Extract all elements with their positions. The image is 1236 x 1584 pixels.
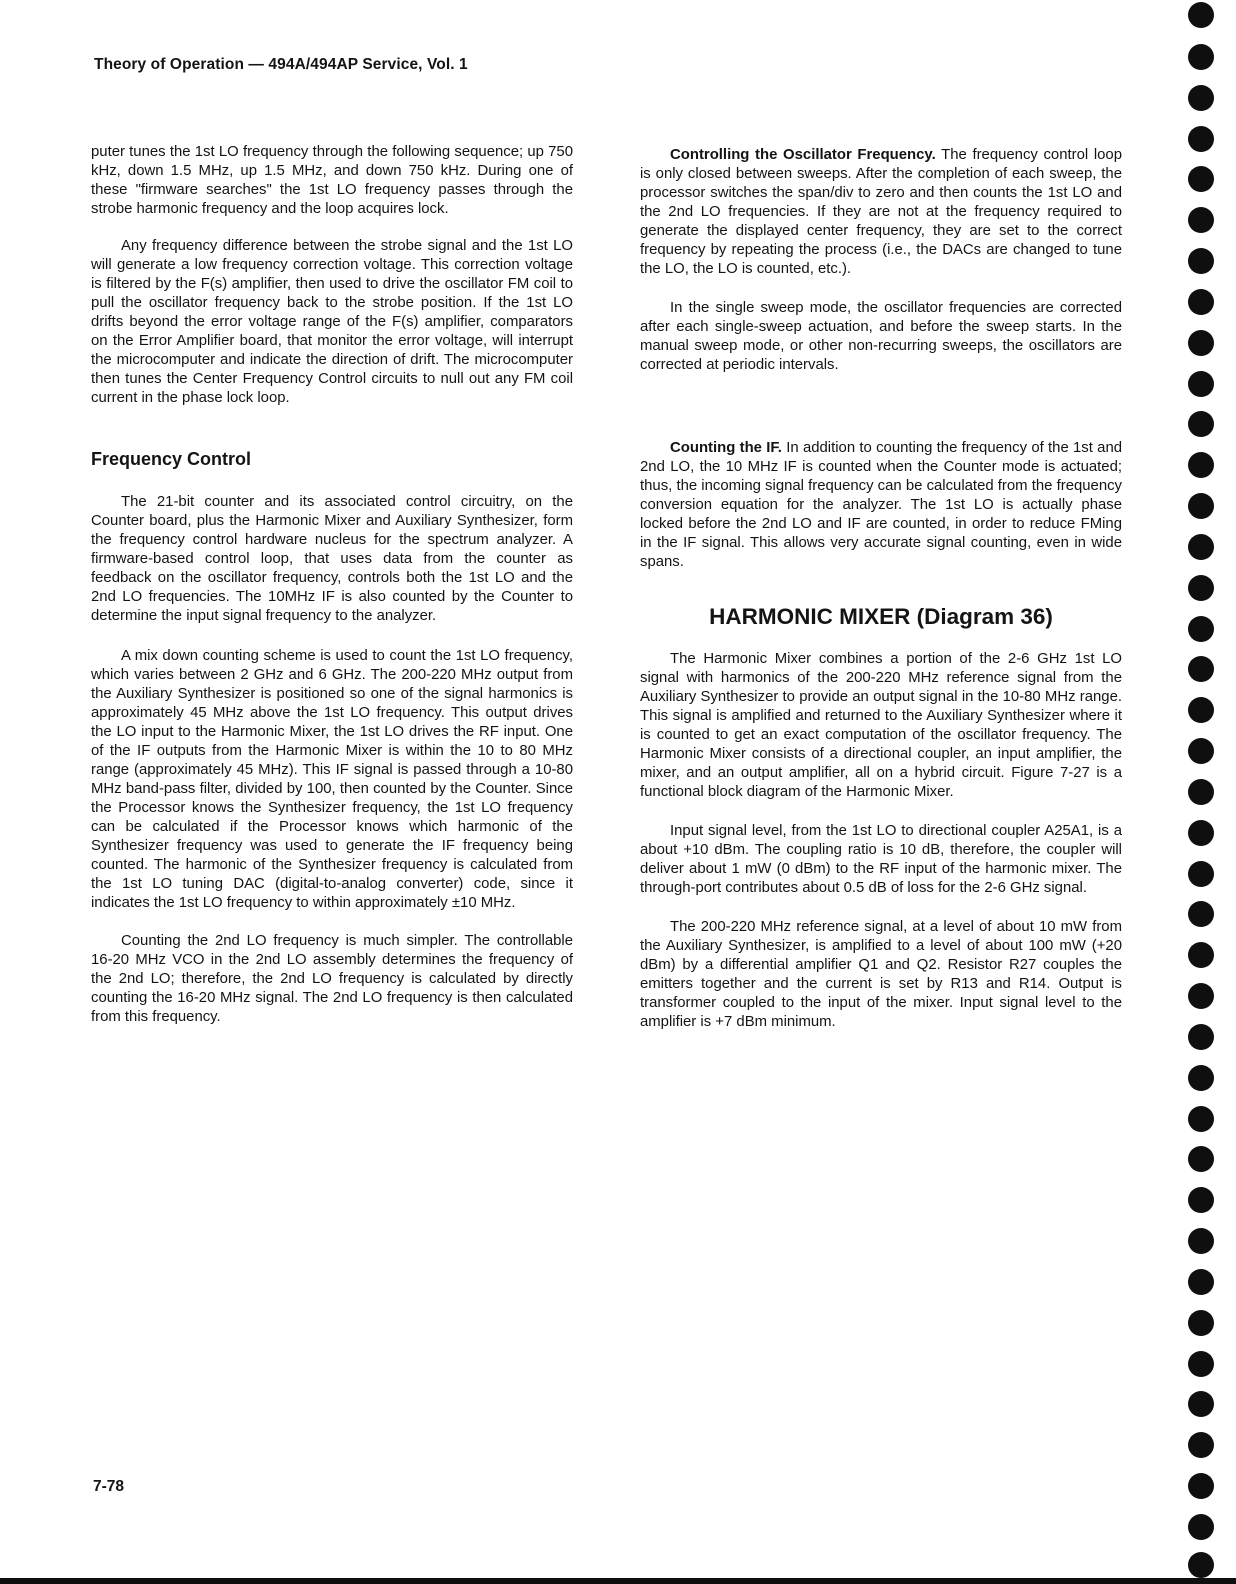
binder-hole: [1188, 1310, 1214, 1336]
scan-bottom-edge: [0, 1578, 1236, 1584]
binder-hole: [1188, 983, 1214, 1009]
binder-hole: [1188, 1473, 1214, 1499]
binder-hole: [1188, 779, 1214, 805]
binder-hole: [1188, 697, 1214, 723]
binder-hole: [1188, 248, 1214, 274]
binder-hole: [1188, 942, 1214, 968]
paragraph-input-signal-level: Input signal level, from the 1st LO to directional coupler A25A1, is a about +10 dBm. The coupling ratio is 10 dB, therefore, the coupler will deliver about 1 mW (0 dBm) to the RF input of the harmonic mixer. The through-port contributes about 0.5 dB of loss for the 2-6 GHz signal.: [640, 823, 1122, 896]
heading-frequency-control: Frequency Control: [91, 449, 252, 469]
paragraph-harmonic-mixer-overview: The Harmonic Mixer combines a portion of the 2-6 GHz 1st LO signal with harmonics of the 200-220 MHz reference signal from the Auxiliary Synthesizer to provide an output signal in the 10-80 MHz range. This signal is amplified and returned to the Auxiliary Synthesizer where it is counted to get an exact computation of the oscillator frequency. The Harmonic Mixer consists of a directional coupler, an input amplifier, the mixer, and an output amplifier, all on a hybrid circuit. Figure 7-27 is a functional block diagram of the Harmonic Mixer.: [640, 651, 1122, 800]
left-column: [91, 143, 573, 1027]
binder-hole: [1188, 2, 1214, 28]
binder-hole: [1188, 1106, 1214, 1132]
binder-hole: [1188, 656, 1214, 682]
binder-hole: [1188, 616, 1214, 642]
paragraph-reference-signal: The 200-220 MHz reference signal, at a level of about 10 mW from the Auxiliary Synthesizer, is amplified to a level of about 100 mW (+20 dBm) by a differential amplifier Q1 and Q2. Resistor R27 couples the emitters together and the current is set by R13 and R14. Output is transformer coupled to the input of the mixer. Input signal level to the amplifier is +7 dBm minimum.: [640, 919, 1122, 1030]
binder-hole: [1188, 1024, 1214, 1050]
binder-hole: [1188, 575, 1214, 601]
binder-holes: [1176, 0, 1236, 1584]
running-head: Theory of Operation — 494A/494AP Service, Vol. 1: [94, 56, 468, 73]
binder-hole: [1188, 1351, 1214, 1377]
binder-hole: [1188, 411, 1214, 437]
run-in-heading-counting-if: Counting the IF.: [670, 440, 782, 456]
run-in-heading-controlling-oscillator: Controlling the Oscillator Frequency.: [670, 147, 936, 163]
binder-hole: [1188, 44, 1214, 70]
binder-hole: [1188, 1432, 1214, 1458]
paragraph-counting-if: [640, 439, 1122, 572]
binder-hole: [1188, 1146, 1214, 1172]
binder-hole: [1188, 85, 1214, 111]
binder-hole: [1188, 126, 1214, 152]
paragraph-controlling-oscillator-body: The frequency control loop is only closed between sweeps. After the completion of each sweep, the processor switches the span/div to zero and then counts the 1st LO and the 2nd LO frequencies. If they are not at the frequency required to generate the displayed center frequency, they are set to the correct frequency by repeating the process (i.e., the DACs are changed to tune the LO, the LO is counted, etc.).: [640, 147, 1122, 277]
paragraph-mix-down-counting: A mix down counting scheme is used to count the 1st LO frequency, which varies between 2 GHz and 6 GHz. The 200-220 MHz output from the Auxiliary Synthesizer is positioned so one of the signal harmonics is approximately 45 MHz above the 1st LO frequency. This output drives the LO input to the Harmonic Mixer, the 1st LO drives the RF input. One of the IF outputs from the Harmonic Mixer is within the 10 to 80 MHz range (approximately 45 MHz). This IF signal is passed through a 10-80 MHz band-pass filter, divided by 100, then counted by the Counter. Since the Processor knows the Synthesizer frequency, the 1st LO frequency can be calculated if the Processor knows which harmonic of the Synthesizer frequency was used to generate the IF frequency being counted. The harmonic of the Synthesizer frequency is calculated from the 1st LO tuning DAC (digital-to-analog converter) code, since it indicates the 1st LO frequency to within approximately ±10 MHz.: [91, 648, 573, 911]
binder-hole: [1188, 1269, 1214, 1295]
binder-hole: [1188, 452, 1214, 478]
binder-hole: [1188, 861, 1214, 887]
binder-hole: [1188, 1514, 1214, 1540]
paragraph-single-sweep: In the single sweep mode, the oscillator frequencies are corrected after each single-sweep actuation, and before the sweep starts. In the manual sweep mode, or other non-recurring sweeps, the oscillators are corrected at periodic intervals.: [640, 300, 1122, 373]
heading-harmonic-mixer: HARMONIC MIXER (Diagram 36): [709, 604, 1053, 629]
binder-hole: [1188, 1187, 1214, 1213]
binder-hole: [1188, 166, 1214, 192]
binder-hole: [1188, 820, 1214, 846]
binder-hole: [1188, 289, 1214, 315]
binder-hole: [1188, 738, 1214, 764]
paragraph-controlling-oscillator: [640, 146, 1122, 279]
binder-hole: [1188, 534, 1214, 560]
binder-hole: [1188, 1228, 1214, 1254]
binder-hole: [1188, 1065, 1214, 1091]
paragraph-counting-if-body: In addition to counting the frequency of the 1st and 2nd LO, the 10 MHz IF is counted when the Counter mode is actuated; thus, the incoming signal frequency can be calculated from the frequency conversion equation for the analyzer. The 1st LO is actually phase locked before the 2nd LO and IF are counted, in order to reduce FMing in the IF signal. This allows very accurate signal counting, even in wide spans.: [640, 440, 1123, 570]
page-number: 7-78: [93, 1478, 125, 1495]
paragraph-strobe-correction: Any frequency difference between the strobe signal and the 1st LO will generate a low frequency correction voltage. This correction voltage is filtered by the F(s) amplifier, then used to drive the oscillator FM coil to pull the oscillator frequency back to the strobe position. If the 1st LO drifts beyond the error voltage range of the F(s) amplifier, comparators on the Error Amplifier board, that monitor the error voltage, will interrupt the microcomputer and indicate the direction of drift. The microcomputer then tunes the Center Frequency Control circuits to null out any FM coil current in the phase lock loop.: [91, 238, 573, 406]
binder-hole: [1188, 330, 1214, 356]
binder-hole: [1188, 901, 1214, 927]
right-column: [640, 146, 1122, 1032]
binder-hole: [1188, 493, 1214, 519]
binder-hole: [1188, 371, 1214, 397]
paragraph-counter-nucleus: The 21-bit counter and its associated control circuitry, on the Counter board, plus the Harmonic Mixer and Auxiliary Synthesizer, form the frequency control hardware nucleus for the spectrum analyzer. A firmware-based control loop, that uses data from the counter as feedback on the oscillator frequency, controls both the 1st LO and the 2nd LO frequencies. The 10MHz IF is also counted by the Counter to determine the input signal frequency to the analyzer.: [91, 494, 573, 624]
paragraph-2nd-lo-counting: Counting the 2nd LO frequency is much simpler. The controllable 16-20 MHz VCO in the 2nd LO assembly determines the frequency of the 2nd LO; therefore, the 2nd LO frequency is calculated by directly counting the 16-20 MHz signal. The 2nd LO frequency is then calculated from this frequency.: [91, 933, 573, 1025]
binder-hole: [1188, 1552, 1214, 1578]
paragraph-firmware-search: puter tunes the 1st LO frequency through the following sequence; up 750 kHz, down 1.5 MHz, up 1.5 MHz, and down 750 kHz. During one of these "firmware searches" the 1st LO frequency passes through the strobe harmonic frequency and the loop acquires lock.: [91, 144, 573, 217]
binder-hole: [1188, 1391, 1214, 1417]
binder-hole: [1188, 207, 1214, 233]
